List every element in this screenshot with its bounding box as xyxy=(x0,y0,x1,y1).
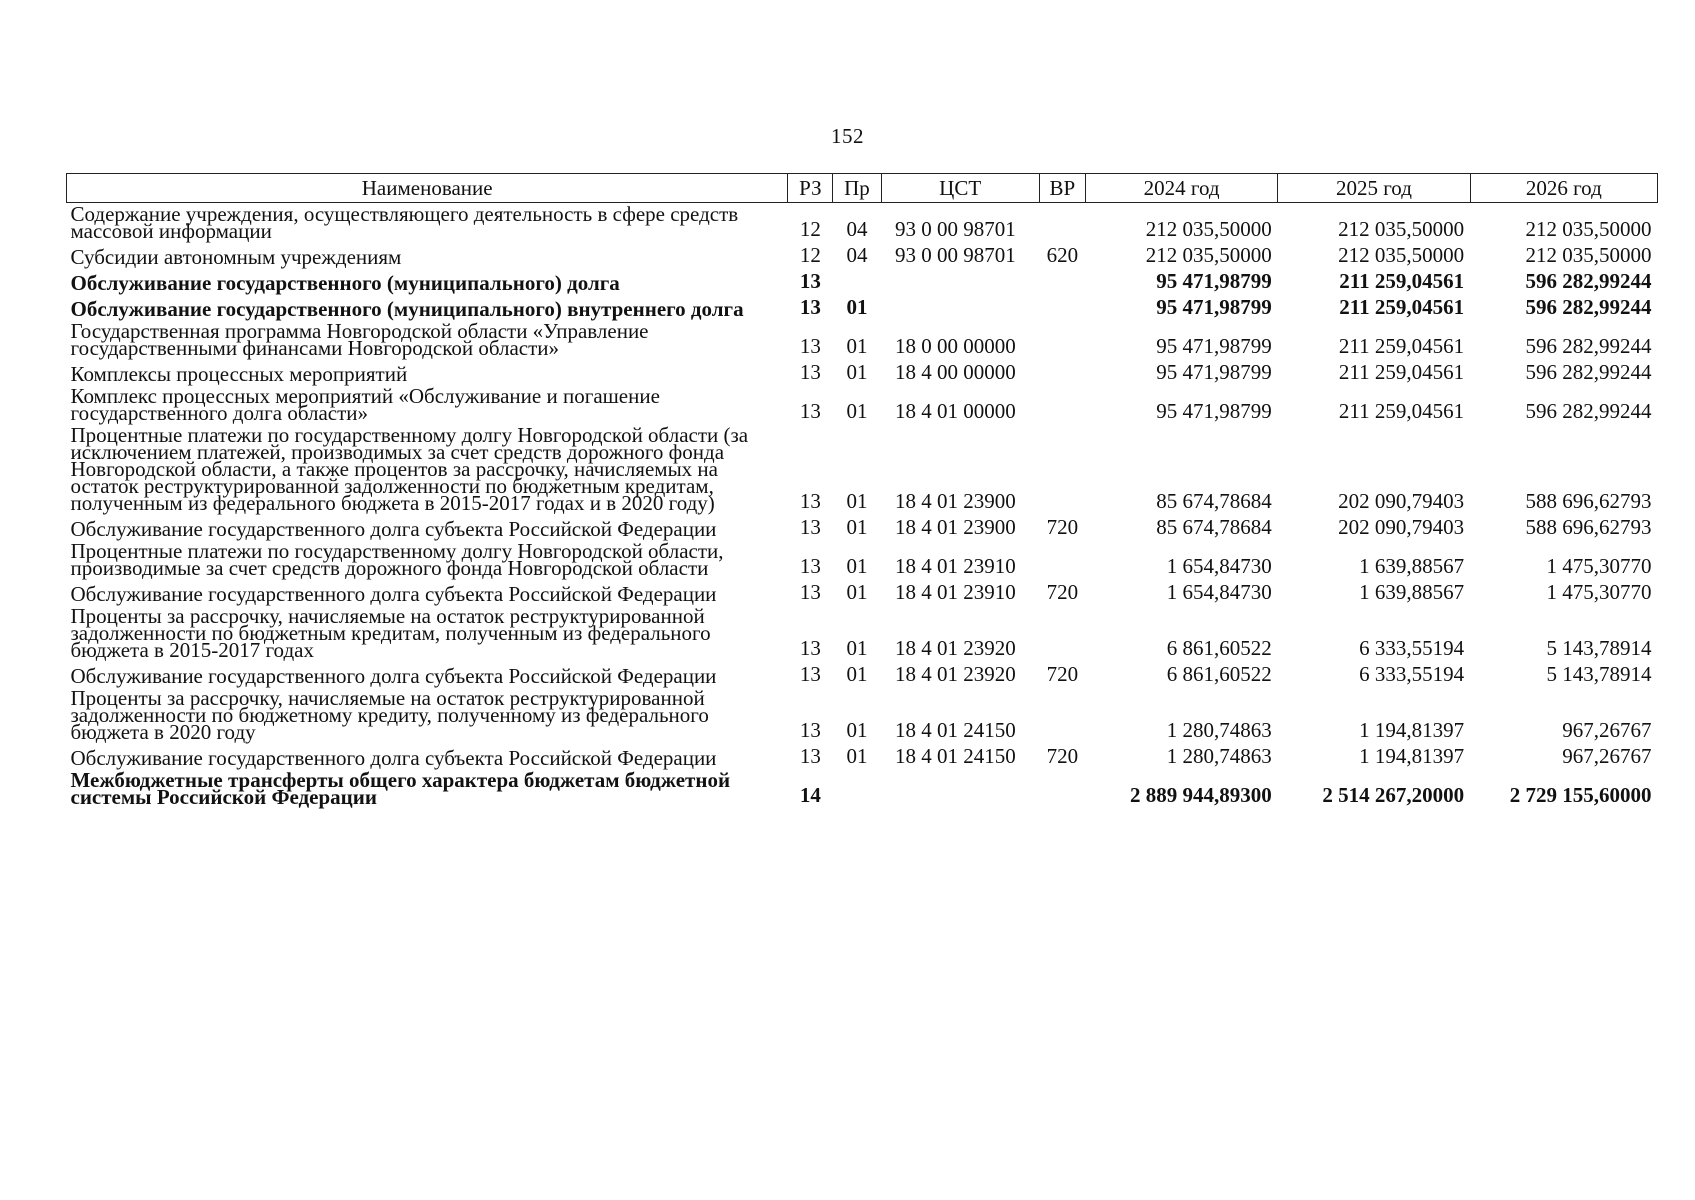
row-2024: 212 035,50000 xyxy=(1145,243,1272,267)
row-pr: 01 xyxy=(846,399,868,423)
row-2024: 95 471,98799 xyxy=(1156,334,1272,358)
header-cst: ЦСТ xyxy=(881,174,1039,203)
row-cst: 18 4 00 00000 xyxy=(895,360,1016,384)
table-row xyxy=(67,385,1658,424)
row-2024: 212 035,50000 xyxy=(1145,217,1272,241)
row-rz: 13 xyxy=(799,718,821,742)
row-cst: 18 4 01 23920 xyxy=(895,636,1016,660)
header-2026: 2026 год xyxy=(1470,174,1657,203)
row-2026: 1 475,30770 xyxy=(1546,554,1652,578)
row-2025: 2 514 267,20000 xyxy=(1322,783,1465,807)
row-pr: 01 xyxy=(846,489,868,513)
row-name: Проценты за рассрочку, начисляемые на остаток реструктурированной задолженности по бюджетным кредитам, полученным из федерального бюджета в 2015-2017 годах xyxy=(70,604,711,662)
row-pr: 01 xyxy=(846,718,868,742)
row-2025: 1 194,81397 xyxy=(1359,744,1465,768)
row-2026: 596 282,99244 xyxy=(1525,360,1652,384)
row-vr xyxy=(1039,769,1085,808)
row-2026: 5 143,78914 xyxy=(1546,662,1652,686)
row-2026: 596 282,99244 xyxy=(1525,269,1652,293)
row-cst: 18 4 01 23920 xyxy=(895,662,1016,686)
row-cst: 18 4 01 24150 xyxy=(895,718,1016,742)
row-name: Содержание учреждения, осуществляющего деятельность в сфере средств массовой информации xyxy=(70,202,739,243)
row-name: Обслуживание государственного долга субъекта Российской Федерации xyxy=(70,664,717,688)
row-cst: 93 0 00 98701 xyxy=(895,243,1016,267)
row-2024: 85 674,78684 xyxy=(1156,489,1272,513)
row-cst: 18 4 01 23910 xyxy=(895,580,1016,604)
row-vr xyxy=(1039,687,1085,743)
row-2026: 212 035,50000 xyxy=(1525,243,1652,267)
row-rz: 13 xyxy=(799,334,821,358)
table-header-row xyxy=(67,174,1658,203)
table-row xyxy=(67,294,1658,320)
row-2026: 596 282,99244 xyxy=(1525,399,1652,423)
table-row xyxy=(67,743,1658,769)
row-pr: 01 xyxy=(846,360,868,384)
row-vr: 720 xyxy=(1046,580,1079,604)
row-2024: 95 471,98799 xyxy=(1156,295,1272,319)
row-vr xyxy=(1039,294,1085,320)
row-pr: 01 xyxy=(846,334,868,358)
row-pr: 01 xyxy=(846,636,868,660)
row-rz: 13 xyxy=(799,489,821,513)
row-2024: 2 889 944,89300 xyxy=(1130,783,1272,807)
row-2026: 596 282,99244 xyxy=(1525,295,1652,319)
row-rz: 13 xyxy=(799,515,821,539)
row-cst: 18 4 01 24150 xyxy=(895,744,1016,768)
row-pr: 01 xyxy=(846,662,868,686)
row-2024: 6 861,60522 xyxy=(1166,662,1272,686)
row-2025: 212 035,50000 xyxy=(1338,243,1465,267)
row-name: Комплексы процессных мероприятий xyxy=(70,362,408,386)
row-2024: 1 280,74863 xyxy=(1166,744,1272,768)
row-cst xyxy=(881,294,1039,320)
row-2025: 212 035,50000 xyxy=(1338,217,1465,241)
row-name: Обслуживание государственного долга субъекта Российской Федерации xyxy=(70,517,717,541)
row-vr: 720 xyxy=(1046,744,1079,768)
row-2025: 211 259,04561 xyxy=(1338,334,1465,358)
row-rz: 13 xyxy=(799,636,821,660)
row-vr: 720 xyxy=(1046,662,1079,686)
row-rz: 13 xyxy=(799,360,821,384)
row-rz: 12 xyxy=(799,217,821,241)
row-cst: 18 4 01 23900 xyxy=(895,489,1016,513)
row-2024: 85 674,78684 xyxy=(1156,515,1272,539)
row-2025: 202 090,79403 xyxy=(1338,489,1465,513)
table-row xyxy=(67,242,1658,268)
row-vr xyxy=(1039,605,1085,661)
row-2024: 95 471,98799 xyxy=(1156,269,1272,293)
header-2025: 2025 год xyxy=(1278,174,1470,203)
row-cst: 18 0 00 00000 xyxy=(895,334,1016,358)
row-pr: 01 xyxy=(846,295,868,319)
table-row xyxy=(67,203,1658,243)
row-vr: 620 xyxy=(1046,243,1079,267)
row-vr xyxy=(1039,385,1085,424)
row-rz: 13 xyxy=(799,662,821,686)
header-vr: ВР xyxy=(1039,174,1085,203)
header-name: Наименование xyxy=(67,174,788,203)
table-row xyxy=(67,424,1658,514)
row-name: Межбюджетные трансферты общего характера бюджетам бюджетной системы Российской Федерации xyxy=(70,768,731,809)
row-2025: 6 333,55194 xyxy=(1359,662,1465,686)
table-row xyxy=(67,661,1658,687)
row-2026: 588 696,62793 xyxy=(1525,489,1652,513)
row-2025: 211 259,04561 xyxy=(1339,269,1465,293)
row-name: Обслуживание государственного (муниципального) долга xyxy=(70,271,620,295)
row-2026: 967,26767 xyxy=(1562,744,1652,768)
row-pr: 01 xyxy=(846,515,868,539)
row-2026: 588 696,62793 xyxy=(1525,515,1652,539)
table-row xyxy=(67,540,1658,579)
table-row xyxy=(67,268,1658,294)
row-rz: 13 xyxy=(799,580,821,604)
table-row xyxy=(67,579,1658,605)
row-name: Обслуживание государственного долга субъекта Российской Федерации xyxy=(70,746,717,770)
row-2026: 596 282,99244 xyxy=(1525,334,1652,358)
row-rz: 13 xyxy=(799,269,821,293)
row-2025: 202 090,79403 xyxy=(1338,515,1465,539)
table-row xyxy=(67,687,1658,743)
row-2024: 1 280,74863 xyxy=(1166,718,1272,742)
row-pr: 01 xyxy=(846,554,868,578)
row-2025: 6 333,55194 xyxy=(1359,636,1465,660)
row-2024: 95 471,98799 xyxy=(1156,399,1272,423)
row-pr: 04 xyxy=(846,217,868,241)
header-rz: РЗ xyxy=(788,174,833,203)
row-cst: 93 0 00 98701 xyxy=(895,217,1016,241)
row-vr xyxy=(1039,203,1085,243)
table-row xyxy=(67,769,1658,808)
row-name: Процентные платежи по государственному долгу Новгородской области (за исключением платежей, производимых за счет средств дорожного фонда Новгородской области, а также процентов за рассрочку, начисляемых на остаток реструктурированной задолженности по бюджетным кредитам, полученным из федерального бюджета в 2015-2017 годах и в 2020 году) xyxy=(70,423,749,515)
row-vr xyxy=(1039,320,1085,359)
row-name: Процентные платежи по государственному долгу Новгородской области, производимые за счет средств дорожного фонда Новгородской области xyxy=(70,539,724,580)
row-pr: 01 xyxy=(846,744,868,768)
table-row xyxy=(67,605,1658,661)
row-rz: 14 xyxy=(799,783,821,807)
row-2026: 967,26767 xyxy=(1562,718,1652,742)
row-name: Обслуживание государственного (муниципального) внутреннего долга xyxy=(70,297,744,321)
budget-table xyxy=(66,173,1658,808)
row-pr: 04 xyxy=(846,243,868,267)
row-vr xyxy=(1039,268,1085,294)
page-number: 152 xyxy=(831,124,864,148)
row-rz: 12 xyxy=(799,243,821,267)
row-2025: 211 259,04561 xyxy=(1338,360,1465,384)
row-rz: 13 xyxy=(799,399,821,423)
row-vr xyxy=(1039,424,1085,514)
row-rz: 13 xyxy=(799,295,821,319)
row-pr xyxy=(833,268,881,294)
row-2026: 2 729 155,60000 xyxy=(1509,783,1652,807)
row-2026: 5 143,78914 xyxy=(1546,636,1652,660)
row-rz: 13 xyxy=(799,744,821,768)
table-row xyxy=(67,359,1658,385)
row-2024: 6 861,60522 xyxy=(1166,636,1272,660)
row-vr xyxy=(1039,359,1085,385)
row-cst: 18 4 01 23910 xyxy=(895,554,1016,578)
row-2026: 1 475,30770 xyxy=(1546,580,1652,604)
row-vr xyxy=(1039,540,1085,579)
header-2024: 2024 год xyxy=(1085,174,1277,203)
row-2025: 1 639,88567 xyxy=(1359,580,1465,604)
row-pr xyxy=(833,769,881,808)
row-name: Обслуживание государственного долга субъекта Российской Федерации xyxy=(70,582,717,606)
row-name: Комплекс процессных мероприятий «Обслуживание и погашение государственного долга области» xyxy=(70,384,660,425)
row-2024: 1 654,84730 xyxy=(1166,580,1272,604)
row-name: Проценты за рассрочку, начисляемые на остаток реструктурированной задолженности по бюджетному кредиту, полученному из федерального бюджета в 2020 году xyxy=(70,686,709,744)
row-2025: 1 194,81397 xyxy=(1359,718,1465,742)
row-cst xyxy=(881,268,1039,294)
row-2025: 211 259,04561 xyxy=(1339,295,1465,319)
row-cst xyxy=(881,769,1039,808)
row-2024: 95 471,98799 xyxy=(1156,360,1272,384)
row-cst: 18 4 01 23900 xyxy=(895,515,1016,539)
row-cst: 18 4 01 00000 xyxy=(895,399,1016,423)
row-rz: 13 xyxy=(799,554,821,578)
row-name: Субсидии автономным учреждениям xyxy=(70,245,402,269)
row-vr: 720 xyxy=(1046,515,1079,539)
table-row xyxy=(67,320,1658,359)
table-row xyxy=(67,514,1658,540)
row-2026: 212 035,50000 xyxy=(1525,217,1652,241)
header-pr: Пр xyxy=(833,174,881,203)
table-body xyxy=(67,203,1658,809)
row-2025: 211 259,04561 xyxy=(1338,399,1465,423)
row-2025: 1 639,88567 xyxy=(1359,554,1465,578)
row-pr: 01 xyxy=(846,580,868,604)
row-name: Государственная программа Новгородской области «Управление государственными финансами Новгородской области» xyxy=(70,319,649,360)
row-2024: 1 654,84730 xyxy=(1166,554,1272,578)
